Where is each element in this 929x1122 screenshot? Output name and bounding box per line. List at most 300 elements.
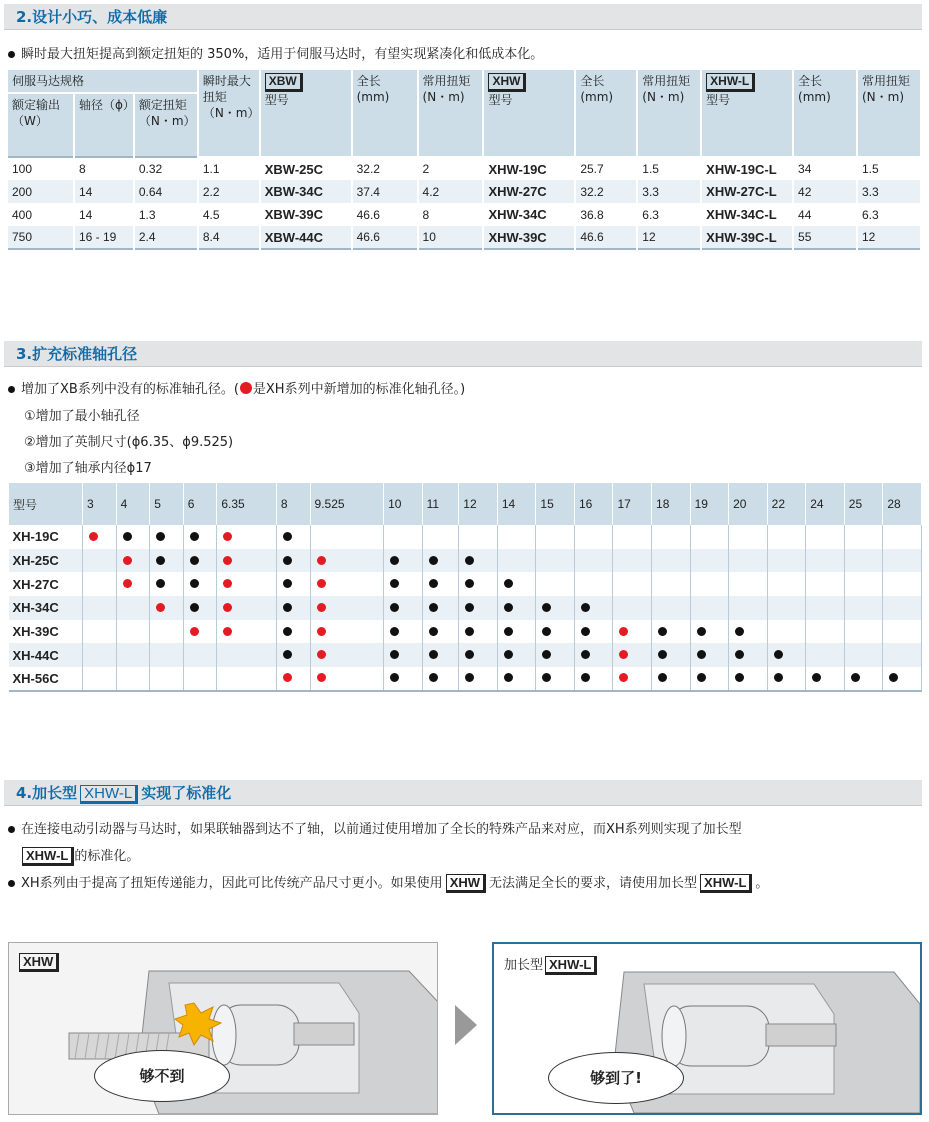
- bore-availability-cell: [652, 572, 691, 596]
- bore-availability-cell: [806, 667, 845, 691]
- standard-bore-dot-icon: [504, 650, 513, 659]
- xhwl-inline-box: XHW-L: [22, 847, 74, 866]
- new-bore-red-dot-icon: [317, 603, 326, 612]
- new-bore-red-dot-icon: [123, 579, 132, 588]
- section-4-title-box: XHW-L: [80, 785, 138, 804]
- xhwl-box: XHW-L: [706, 73, 755, 92]
- bore-availability-cell: [459, 572, 498, 596]
- bore-size-table: [8, 483, 922, 692]
- peak-torque-header: 瞬时最大扭矩（N・m）: [198, 70, 260, 157]
- sub-item-3: ③增加了轴承内径ϕ17: [24, 461, 152, 476]
- xhw-coupling-drawing: [9, 943, 437, 1114]
- section-3-bullet-text-b: 是XH系列中新增加的标准化轴孔径。): [252, 382, 466, 397]
- bore-availability-cell: [497, 667, 536, 691]
- spec-table-cell: 1.3: [134, 203, 198, 226]
- bore-availability-cell: [83, 525, 117, 549]
- bore-table-row: [9, 643, 922, 667]
- standard-bore-dot-icon: [429, 556, 438, 565]
- bore-availability-cell: [83, 620, 117, 644]
- bore-availability-cell: [729, 549, 768, 573]
- bore-size-header: 4: [116, 483, 150, 525]
- bore-availability-cell: [183, 549, 217, 573]
- new-bore-red-dot-icon: [89, 532, 98, 541]
- bore-availability-cell: [844, 643, 883, 667]
- bore-availability-cell: [497, 525, 536, 549]
- standard-bore-dot-icon: [735, 627, 744, 636]
- bore-availability-cell: [574, 525, 613, 549]
- standard-bore-dot-icon: [190, 556, 199, 565]
- bore-table-row: [9, 549, 922, 573]
- spec-table-cell: 32.2: [575, 180, 637, 203]
- bore-availability-cell: [116, 643, 150, 667]
- bore-availability-cell: [183, 620, 217, 644]
- bore-availability-cell: [310, 667, 384, 691]
- bullet-dot: [8, 386, 15, 393]
- standard-bore-dot-icon: [504, 627, 513, 636]
- xhwl-length-header: 全长(mm): [793, 70, 857, 157]
- section-4-bullet-2-a: XH系列由于提高了扭矩传递能力，因此可比传统产品尺寸更小。如果使用: [21, 876, 443, 891]
- bore-availability-cell: [116, 620, 150, 644]
- bore-availability-cell: [310, 549, 384, 573]
- bore-availability-cell: [844, 596, 883, 620]
- xhwl-inline-box-2: XHW-L: [700, 874, 752, 893]
- bore-availability-cell: [844, 667, 883, 691]
- bore-table-row: [9, 525, 922, 549]
- bore-availability-cell: [574, 549, 613, 573]
- xbw-torque-header: 常用扭矩(N・m): [418, 70, 484, 157]
- new-bore-red-dot-icon: [223, 532, 232, 541]
- bore-availability-cell: [422, 525, 459, 549]
- bore-availability-cell: [652, 643, 691, 667]
- spec-table-cell: XHW-19C: [483, 157, 575, 180]
- spec-table-cell: 36.8: [575, 203, 637, 226]
- bore-availability-cell: [384, 572, 423, 596]
- bore-availability-cell: [459, 643, 498, 667]
- section-4-bullet-1-text: 在连接电动引动器与马达时，如果联轴器到达不了轴，以前通过使用增加了全长的特殊产品来对应，而XH系列则实现了加长型: [21, 822, 742, 837]
- spec-table-cell: 1.1: [198, 157, 260, 180]
- bore-availability-cell: [767, 572, 806, 596]
- bore-availability-cell: [613, 525, 652, 549]
- bore-availability-cell: [310, 620, 384, 644]
- bore-table-model: XH-27C: [9, 572, 83, 596]
- bore-availability-cell: [613, 643, 652, 667]
- spec-table-cell: 4.2: [418, 180, 484, 203]
- spec-table-cell: XBW-39C: [260, 203, 352, 226]
- standard-bore-dot-icon: [283, 650, 292, 659]
- spec-table-cell: 44: [793, 203, 857, 226]
- bore-availability-cell: [422, 596, 459, 620]
- section-2-header: 2.设计小巧、成本低廉: [4, 4, 922, 30]
- new-bore-red-dot-icon: [283, 673, 292, 682]
- bore-availability-cell: [384, 643, 423, 667]
- bore-availability-cell: [116, 596, 150, 620]
- bore-availability-cell: [883, 596, 922, 620]
- bore-availability-cell: [116, 667, 150, 691]
- spec-table-cell: XBW-44C: [260, 226, 352, 249]
- standard-bore-dot-icon: [812, 673, 821, 682]
- new-bore-red-dot-icon: [619, 673, 628, 682]
- xhw-inline-box: XHW: [446, 874, 486, 893]
- bore-availability-cell: [217, 596, 277, 620]
- spec-table-cell: XHW-27C-L: [701, 180, 793, 203]
- bore-availability-cell: [844, 572, 883, 596]
- bore-availability-cell: [574, 667, 613, 691]
- standard-bore-dot-icon: [581, 603, 590, 612]
- section-4-title-a: 4.加长型: [16, 784, 78, 802]
- standard-bore-dot-icon: [429, 650, 438, 659]
- standard-bore-dot-icon: [581, 650, 590, 659]
- standard-bore-dot-icon: [429, 579, 438, 588]
- bore-size-header: 28: [883, 483, 922, 525]
- standard-bore-dot-icon: [697, 650, 706, 659]
- bore-availability-cell: [310, 525, 384, 549]
- bore-availability-cell: [83, 549, 117, 573]
- xbw-length-header: 全长(mm): [352, 70, 418, 157]
- bore-availability-cell: [150, 525, 184, 549]
- bore-availability-cell: [613, 620, 652, 644]
- section-4-bullet-2: [8, 874, 768, 893]
- bore-availability-cell: [536, 525, 575, 549]
- bore-availability-cell: [883, 525, 922, 549]
- bore-availability-cell: [729, 620, 768, 644]
- standard-bore-dot-icon: [465, 556, 474, 565]
- xbw-model-header: [260, 70, 352, 157]
- standard-bore-dot-icon: [581, 627, 590, 636]
- model-label: 型号: [488, 93, 513, 107]
- bore-availability-cell: [310, 596, 384, 620]
- spec-table-cell: 6.3: [857, 203, 921, 226]
- standard-bore-dot-icon: [429, 673, 438, 682]
- bore-availability-cell: [806, 643, 845, 667]
- bore-availability-cell: [183, 667, 217, 691]
- bore-size-header: 9.525: [310, 483, 384, 525]
- spec-table-cell: XBW-34C: [260, 180, 352, 203]
- cannot-reach-bubble: 够不到: [94, 1050, 230, 1102]
- spec-table-cell: 8.4: [198, 226, 260, 249]
- bore-availability-cell: [806, 620, 845, 644]
- spec-table-cell: 100: [8, 157, 74, 180]
- standard-bore-dot-icon: [465, 579, 474, 588]
- new-bore-red-dot-icon: [317, 556, 326, 565]
- bore-availability-cell: [574, 620, 613, 644]
- bore-availability-cell: [883, 620, 922, 644]
- new-bore-red-dot-icon: [223, 627, 232, 636]
- xhw-model-header: [483, 70, 575, 157]
- bore-availability-cell: [497, 643, 536, 667]
- bore-availability-cell: [690, 549, 729, 573]
- bore-table-model: XH-19C: [9, 525, 83, 549]
- bore-availability-cell: [767, 643, 806, 667]
- bore-table-model: XH-56C: [9, 667, 83, 691]
- sub-item-2: ②增加了英制尺寸(ϕ6.35、ϕ9.525): [24, 435, 234, 450]
- bore-availability-cell: [150, 620, 184, 644]
- bore-availability-cell: [806, 525, 845, 549]
- standard-bore-dot-icon: [542, 603, 551, 612]
- spec-table-cell: 1.5: [857, 157, 921, 180]
- xhw-length-header: 全长(mm): [575, 70, 637, 157]
- spec-table-cell: 750: [8, 226, 74, 249]
- bore-availability-cell: [310, 643, 384, 667]
- model-label: 型号: [264, 93, 289, 107]
- bore-availability-cell: [459, 667, 498, 691]
- section-3-bullet-text-a: 增加了XB系列中没有的标准轴孔径。(: [21, 382, 239, 397]
- rated-output-header: 额定输出（W）: [8, 93, 74, 157]
- bore-size-header: 16: [574, 483, 613, 525]
- section-4-header: [4, 780, 922, 806]
- bore-table-row: [9, 596, 922, 620]
- bore-availability-cell: [83, 643, 117, 667]
- spec-table-cell: 46.6: [352, 226, 418, 249]
- standard-bore-dot-icon: [735, 673, 744, 682]
- arrow-right-icon: [455, 1005, 477, 1045]
- bore-size-header: 22: [767, 483, 806, 525]
- bore-size-header: 24: [806, 483, 845, 525]
- bore-availability-cell: [690, 667, 729, 691]
- bore-availability-cell: [276, 596, 310, 620]
- spec-table-row: [8, 226, 921, 249]
- bore-availability-cell: [459, 549, 498, 573]
- bore-availability-cell: [613, 549, 652, 573]
- bore-availability-cell: [652, 667, 691, 691]
- spec-table-cell: 400: [8, 203, 74, 226]
- bore-availability-cell: [690, 572, 729, 596]
- bore-availability-cell: [497, 596, 536, 620]
- bore-availability-cell: [459, 620, 498, 644]
- bore-availability-cell: [183, 572, 217, 596]
- sub-item-1: ①增加了最小轴孔径: [24, 409, 140, 424]
- can-reach-bubble: 够到了!: [548, 1052, 684, 1104]
- spec-table-row: [8, 203, 921, 226]
- spec-table-cell: 1.5: [637, 157, 701, 180]
- spec-table-cell: XHW-19C-L: [701, 157, 793, 180]
- bore-availability-cell: [384, 525, 423, 549]
- model-label: 型号: [706, 93, 731, 107]
- xhw-box: XHW: [488, 73, 526, 92]
- bore-availability-cell: [150, 643, 184, 667]
- bore-availability-cell: [459, 596, 498, 620]
- bore-size-header: 10: [384, 483, 423, 525]
- section-4-bullet-1-tail: 的标准化。: [74, 849, 140, 864]
- bore-size-header: 25: [844, 483, 883, 525]
- standard-bore-dot-icon: [390, 579, 399, 588]
- red-dot-legend-icon: [240, 382, 252, 394]
- spec-table-row: [8, 157, 921, 180]
- bore-availability-cell: [217, 549, 277, 573]
- bore-availability-cell: [276, 620, 310, 644]
- bore-size-header: 15: [536, 483, 575, 525]
- spec-table-cell: 8: [74, 157, 134, 180]
- bore-availability-cell: [422, 667, 459, 691]
- bore-availability-cell: [806, 572, 845, 596]
- bore-availability-cell: [384, 549, 423, 573]
- bore-availability-cell: [767, 620, 806, 644]
- bore-availability-cell: [536, 549, 575, 573]
- standard-bore-dot-icon: [390, 603, 399, 612]
- standard-bore-dot-icon: [658, 627, 667, 636]
- new-bore-red-dot-icon: [223, 603, 232, 612]
- bore-size-header: 19: [690, 483, 729, 525]
- standard-bore-dot-icon: [504, 579, 513, 588]
- xhw-torque-header: 常用扭矩(N・m): [637, 70, 701, 157]
- bore-availability-cell: [83, 667, 117, 691]
- bore-availability-cell: [422, 549, 459, 573]
- xhw-panel-box: XHW: [19, 953, 59, 972]
- bore-availability-cell: [652, 620, 691, 644]
- bore-table-model: XH-44C: [9, 643, 83, 667]
- spec-table-cell: 14: [74, 180, 134, 203]
- bore-availability-cell: [767, 667, 806, 691]
- bore-availability-cell: [652, 525, 691, 549]
- new-bore-red-dot-icon: [317, 673, 326, 682]
- standard-bore-dot-icon: [156, 579, 165, 588]
- bore-availability-cell: [652, 549, 691, 573]
- spec-table: [8, 70, 922, 250]
- bore-availability-cell: [729, 525, 768, 549]
- standard-bore-dot-icon: [190, 603, 199, 612]
- shaft-dia-header: 轴径（ϕ）: [74, 93, 134, 157]
- bore-availability-cell: [150, 596, 184, 620]
- bore-availability-cell: [536, 620, 575, 644]
- bullet-dot: [8, 880, 15, 887]
- bore-availability-cell: [690, 643, 729, 667]
- xhwl-illustration-panel: [492, 942, 922, 1115]
- bore-availability-cell: [150, 549, 184, 573]
- bore-availability-cell: [422, 620, 459, 644]
- standard-bore-dot-icon: [504, 603, 513, 612]
- xhwl-panel-box: XHW-L: [545, 956, 597, 975]
- section-2-bullet: [8, 46, 543, 64]
- standard-bore-dot-icon: [190, 579, 199, 588]
- bore-availability-cell: [613, 572, 652, 596]
- bore-availability-cell: [844, 549, 883, 573]
- bore-availability-cell: [497, 572, 536, 596]
- bore-availability-cell: [729, 667, 768, 691]
- bore-availability-cell: [536, 643, 575, 667]
- bore-size-header: 18: [652, 483, 691, 525]
- spec-table-cell: 2: [418, 157, 484, 180]
- standard-bore-dot-icon: [851, 673, 860, 682]
- bore-availability-cell: [767, 525, 806, 549]
- spec-table-cell: 16 - 19: [74, 226, 134, 249]
- standard-bore-dot-icon: [190, 532, 199, 541]
- spec-table-cell: 42: [793, 180, 857, 203]
- spec-table-cell: 10: [418, 226, 484, 249]
- bore-availability-cell: [574, 643, 613, 667]
- standard-bore-dot-icon: [465, 673, 474, 682]
- spec-table-cell: 0.32: [134, 157, 198, 180]
- new-bore-red-dot-icon: [156, 603, 165, 612]
- spec-table-cell: 8: [418, 203, 484, 226]
- spec-table-cell: XBW-25C: [260, 157, 352, 180]
- standard-bore-dot-icon: [581, 673, 590, 682]
- bore-size-header: 20: [729, 483, 768, 525]
- bore-size-header: 6.35: [217, 483, 277, 525]
- bore-availability-cell: [217, 620, 277, 644]
- bore-availability-cell: [183, 525, 217, 549]
- spec-table-cell: 32.2: [352, 157, 418, 180]
- xhwl-torque-header: 常用扭矩(N・m): [857, 70, 921, 157]
- bore-availability-cell: [310, 572, 384, 596]
- bore-availability-cell: [652, 596, 691, 620]
- bore-size-header: 5: [150, 483, 184, 525]
- spec-table-cell: 6.3: [637, 203, 701, 226]
- standard-bore-dot-icon: [123, 532, 132, 541]
- bore-availability-cell: [276, 667, 310, 691]
- bore-availability-cell: [767, 596, 806, 620]
- standard-bore-dot-icon: [697, 673, 706, 682]
- new-bore-red-dot-icon: [223, 556, 232, 565]
- new-bore-red-dot-icon: [317, 627, 326, 636]
- spec-table-cell: 37.4: [352, 180, 418, 203]
- xhwl-panel-prefix: 加长型: [504, 958, 544, 973]
- standard-bore-dot-icon: [774, 673, 783, 682]
- bore-availability-cell: [217, 667, 277, 691]
- new-bore-red-dot-icon: [317, 650, 326, 659]
- spec-table-cell: 12: [857, 226, 921, 249]
- bore-availability-cell: [806, 596, 845, 620]
- bore-table-model: XH-39C: [9, 620, 83, 644]
- bore-availability-cell: [690, 596, 729, 620]
- xhwl-model-header: [701, 70, 793, 157]
- section-4-bullet-2-b: 无法满足全长的要求，请使用加长型: [489, 876, 698, 891]
- bore-availability-cell: [690, 620, 729, 644]
- standard-bore-dot-icon: [774, 650, 783, 659]
- bore-availability-cell: [217, 572, 277, 596]
- bore-availability-cell: [883, 643, 922, 667]
- bore-size-header: 6: [183, 483, 217, 525]
- bore-availability-cell: [497, 549, 536, 573]
- bore-availability-cell: [276, 525, 310, 549]
- standard-bore-dot-icon: [429, 627, 438, 636]
- new-bore-red-dot-icon: [223, 579, 232, 588]
- bore-availability-cell: [150, 572, 184, 596]
- bore-table-model: XH-34C: [9, 596, 83, 620]
- bore-availability-cell: [276, 572, 310, 596]
- standard-bore-dot-icon: [465, 650, 474, 659]
- standard-bore-dot-icon: [542, 650, 551, 659]
- bore-availability-cell: [883, 667, 922, 691]
- standard-bore-dot-icon: [465, 603, 474, 612]
- bore-table-model: XH-25C: [9, 549, 83, 573]
- spec-table-cell: 34: [793, 157, 857, 180]
- spec-table-cell: XHW-39C-L: [701, 226, 793, 249]
- standard-bore-dot-icon: [390, 650, 399, 659]
- spec-table-cell: XHW-27C: [483, 180, 575, 203]
- bore-availability-cell: [729, 596, 768, 620]
- bore-availability-cell: [536, 596, 575, 620]
- bore-availability-cell: [384, 620, 423, 644]
- bore-availability-cell: [384, 596, 423, 620]
- standard-bore-dot-icon: [658, 673, 667, 682]
- bore-availability-cell: [183, 643, 217, 667]
- spec-table-cell: XHW-34C: [483, 203, 575, 226]
- standard-bore-dot-icon: [735, 650, 744, 659]
- bore-availability-cell: [497, 620, 536, 644]
- bore-availability-cell: [422, 643, 459, 667]
- spec-table-cell: 0.64: [134, 180, 198, 203]
- spec-table-cell: 200: [8, 180, 74, 203]
- bore-availability-cell: [613, 596, 652, 620]
- bore-availability-cell: [883, 572, 922, 596]
- bore-availability-cell: [183, 596, 217, 620]
- section-4-bullet-2-c: 。: [755, 876, 769, 891]
- bore-table-model-header: 型号: [9, 483, 83, 525]
- bore-availability-cell: [276, 643, 310, 667]
- spec-table-cell: 46.6: [352, 203, 418, 226]
- standard-bore-dot-icon: [390, 627, 399, 636]
- bore-availability-cell: [767, 549, 806, 573]
- standard-bore-dot-icon: [283, 579, 292, 588]
